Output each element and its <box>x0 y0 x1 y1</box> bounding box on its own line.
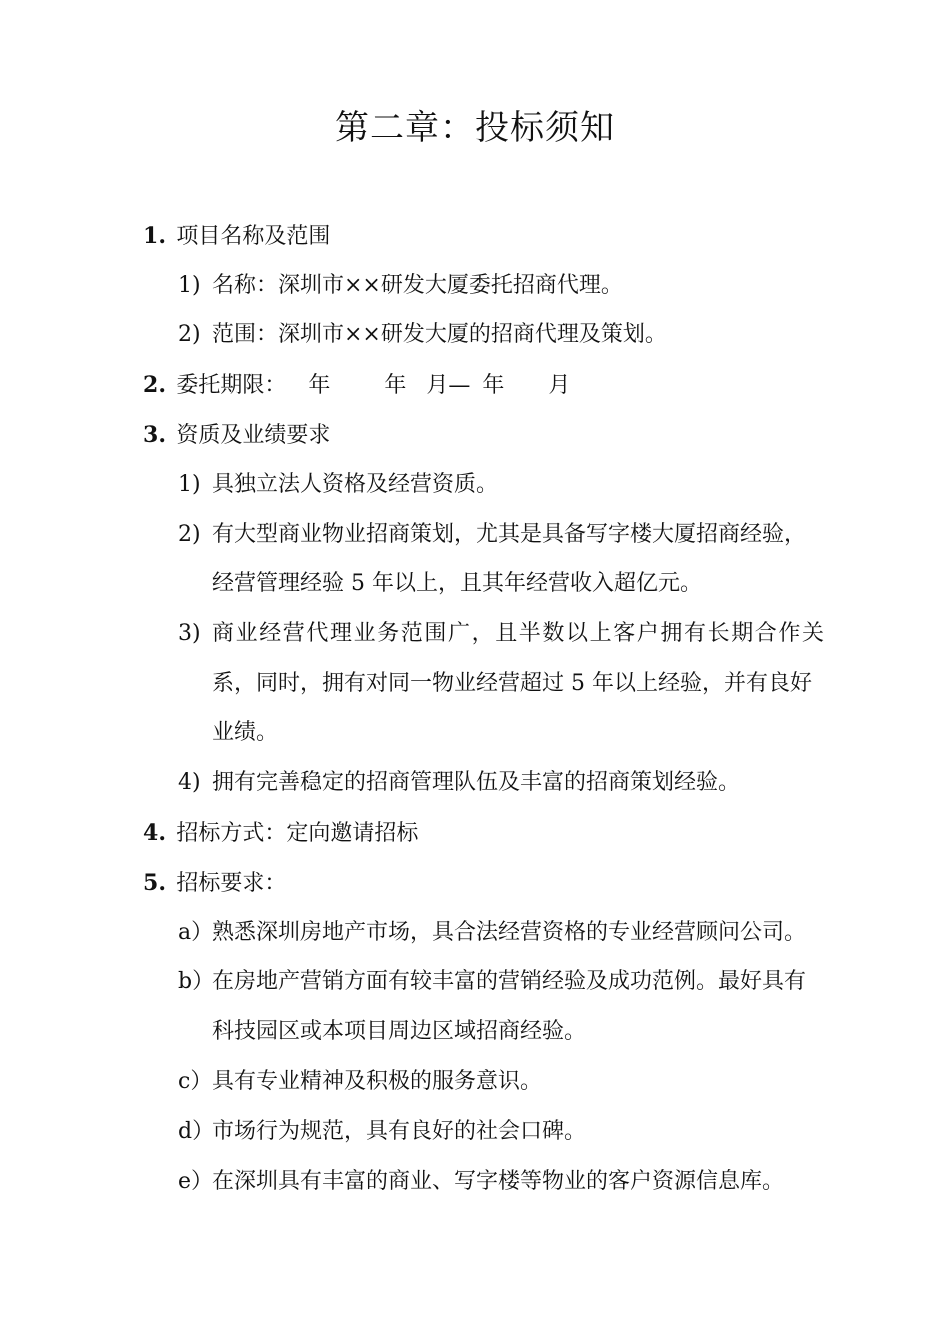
item-marker: e） <box>178 1169 214 1194</box>
section-5-item-b <box>178 967 806 997</box>
section-3-item-2 <box>178 520 806 550</box>
item-marker: 3) <box>178 621 201 646</box>
section-number: 2 <box>143 372 159 398</box>
section-5-item-b-cont <box>212 1017 586 1047</box>
item-marker: 1) <box>178 273 201 298</box>
section-5-item-d <box>178 1117 586 1147</box>
item-marker: 2) <box>178 322 201 347</box>
item-text: 市场行为规范，具有良好的社会口碑。 <box>212 1119 587 1144</box>
section-5-item-c <box>178 1067 542 1097</box>
section-3-item-2-cont <box>212 569 702 599</box>
item-marker: b） <box>178 969 215 994</box>
item-text: 名称：深圳市××研发大厦委托招商代理。 <box>212 273 623 298</box>
date-year-start: 年 <box>308 373 331 398</box>
item-text: 具独立法人资格及经营资质。 <box>212 472 499 497</box>
section-number-dot: . <box>158 422 166 448</box>
date-month-start: 月— <box>426 373 471 398</box>
date-year-end: 年 <box>482 373 505 398</box>
section-number: 4 <box>143 820 159 846</box>
section-number: 3 <box>143 422 159 448</box>
item-marker: a） <box>178 920 214 945</box>
section-4-heading <box>143 818 418 849</box>
item-text-continued: 科技园区或本项目周边区域招商经验。 <box>212 1019 587 1044</box>
item-text: 范围：深圳市××研发大厦的招商代理及策划。 <box>212 322 667 347</box>
section-1-item-1 <box>178 271 623 301</box>
item-text-continued: 经营管理经验 5 年以上，且其年经营收入超亿元。 <box>212 571 702 596</box>
section-3-item-3-cont-2 <box>212 718 278 748</box>
section-1-item-2 <box>178 320 667 350</box>
item-text: 熟悉深圳房地产市场，具合法经营资格的专业经营顾问公司。 <box>212 920 807 945</box>
section-number: 5 <box>143 870 159 896</box>
item-text: 商业经营代理业务范围广，且半数以上客户拥有长期合作关 <box>212 621 826 646</box>
section-5-item-a <box>178 918 806 948</box>
section-5-item-e <box>178 1167 784 1197</box>
section-label: 招标方式：定向邀请招标 <box>176 821 419 846</box>
section-number-dot: . <box>158 372 166 398</box>
item-marker: c） <box>178 1069 213 1094</box>
section-3-item-3-cont-1 <box>212 669 812 699</box>
item-text: 在房地产营销方面有较丰富的营销经验及成功范例。最好具有 <box>212 969 807 994</box>
item-text-continued: 业绩。 <box>212 720 279 745</box>
page-title: 第二章：投标须知 <box>335 108 615 148</box>
item-text: 拥有完善稳定的招商管理队伍及丰富的招商策划经验。 <box>212 770 741 795</box>
section-3-item-4 <box>178 768 740 798</box>
section-label: 委托期限： <box>176 373 287 398</box>
date-year-start-b: 年 <box>384 373 407 398</box>
section-number-dot: . <box>158 870 166 896</box>
section-number-dot: . <box>158 820 166 846</box>
section-label: 项目名称及范围 <box>176 224 331 249</box>
section-3-item-1 <box>178 470 498 500</box>
section-5-heading <box>143 868 286 899</box>
item-marker: 2) <box>178 522 201 547</box>
item-marker: d） <box>178 1119 215 1144</box>
section-label: 资质及业绩要求 <box>176 423 331 448</box>
section-3-heading <box>143 420 330 451</box>
section-number: 1 <box>143 223 159 249</box>
item-text: 在深圳具有丰富的商业、写字楼等物业的客户资源信息库。 <box>212 1169 785 1194</box>
section-2-heading <box>143 370 570 401</box>
item-text: 具有专业精神及积极的服务意识。 <box>212 1069 543 1094</box>
section-number-dot: . <box>158 223 166 249</box>
item-text: 有大型商业物业招商策划，尤其是具备写字楼大厦招商经验， <box>212 522 807 547</box>
item-text-continued: 系，同时，拥有对同一物业经营超过 5 年以上经验，并有良好 <box>212 671 812 696</box>
section-label: 招标要求： <box>176 871 287 896</box>
section-1-heading <box>143 221 330 252</box>
item-marker: 1) <box>178 472 201 497</box>
item-marker: 4) <box>178 770 201 795</box>
section-3-item-3 <box>178 619 826 649</box>
date-month-end: 月 <box>548 373 571 398</box>
